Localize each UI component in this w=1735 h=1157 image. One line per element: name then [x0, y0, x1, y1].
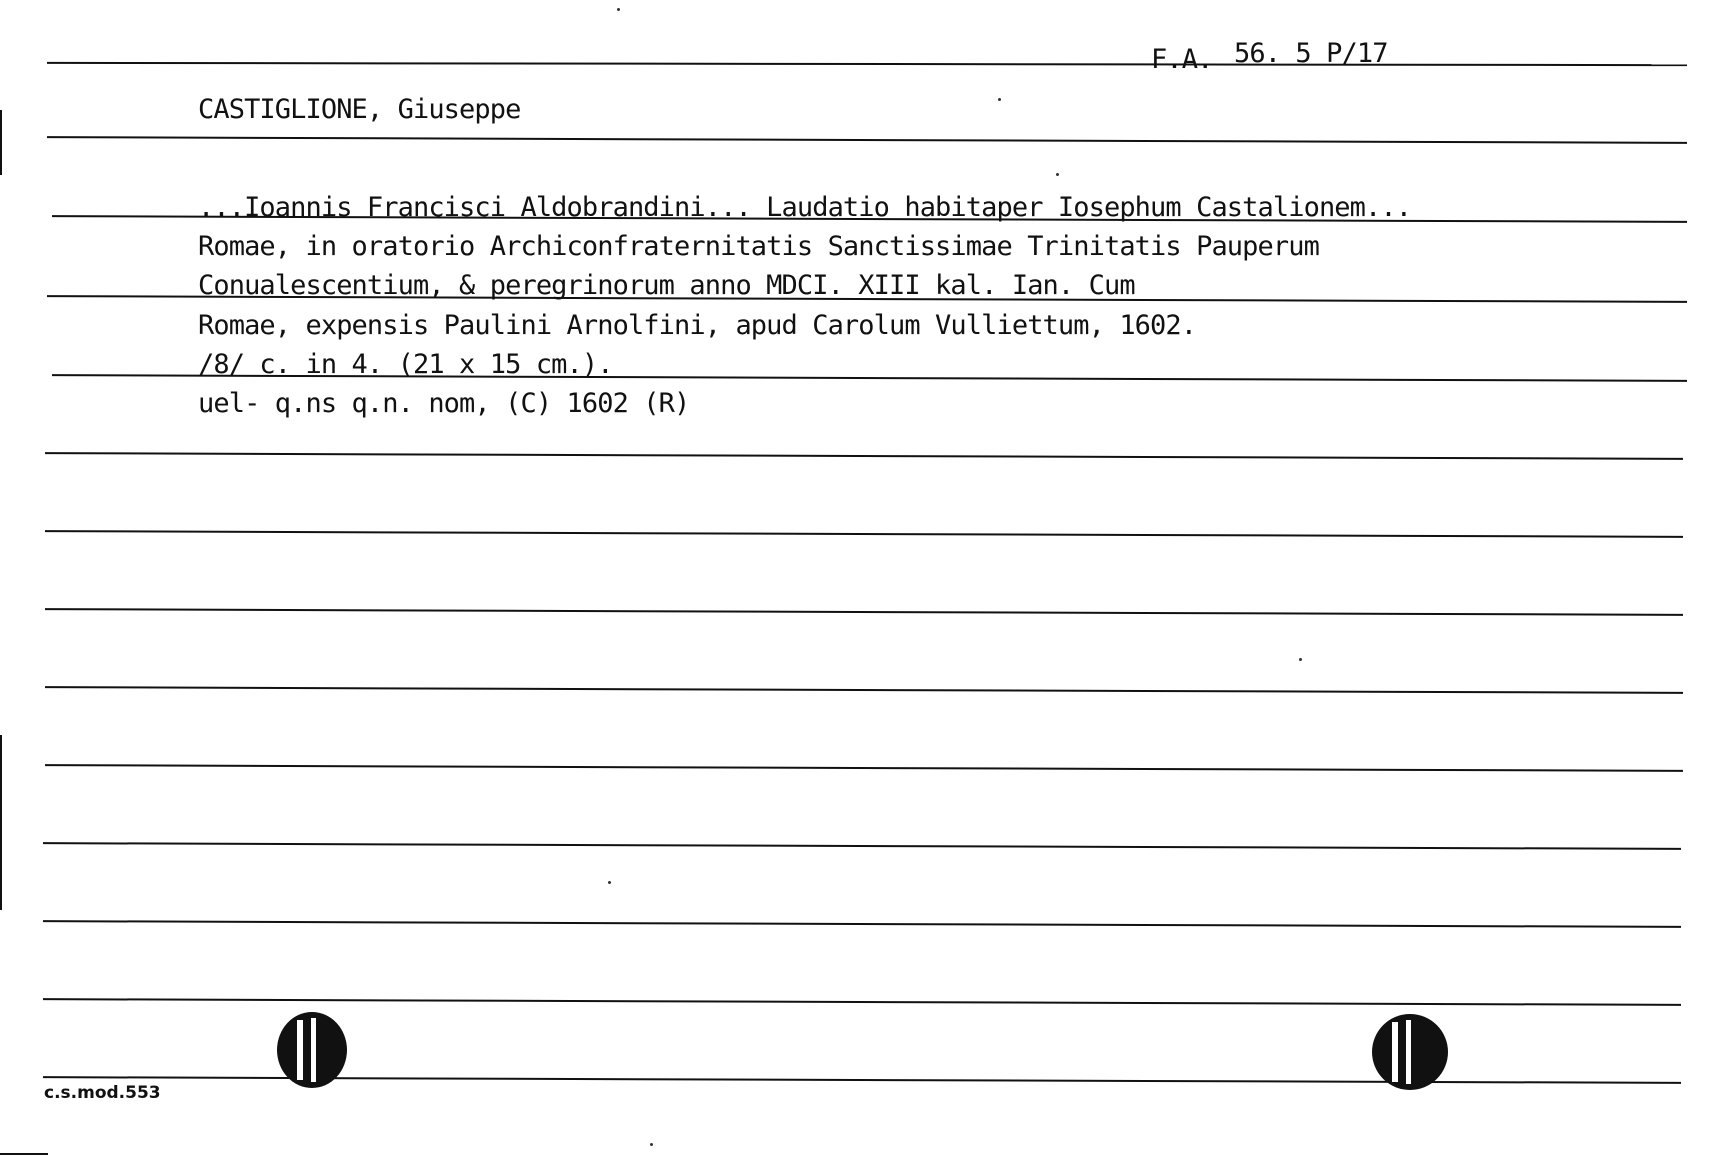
publisher-line: Romae, expensis Paulini Arnolfini, apud Carolum Vulliettum, 1602. — [198, 310, 1197, 341]
speck — [998, 98, 1001, 101]
rule-line — [47, 136, 1687, 144]
speck — [608, 881, 611, 884]
collation-line: /8/ c. in 4. (21 x 15 cm.). — [198, 349, 613, 380]
card-edge — [0, 110, 2, 175]
form-code: c.s.mod.553 — [44, 1083, 161, 1103]
punch-hole — [1372, 1014, 1448, 1090]
rule-line — [45, 530, 1683, 538]
imprint-line: Conualescentium, & peregrinorum anno MDCI. XIII kal. Ian. Cum — [198, 270, 1135, 301]
rule-line — [43, 998, 1681, 1006]
rule-line — [0, 1153, 48, 1155]
imprint-line: Romae, in oratorio Archiconfraternitatis Sanctissimae Trinitatis Pauperum — [198, 231, 1319, 262]
fingerprint-line: uel- q.ns q.n. nom, (C) 1602 (R) — [198, 388, 690, 419]
shelfmark: 56. 5 P/17 — [1234, 38, 1388, 69]
rule-line — [43, 842, 1681, 850]
rule-line — [47, 62, 1687, 66]
title-line: ...Ioannis Francisci Aldobrandini... Laudatio habitaper Iosephum Castalionem... — [198, 192, 1412, 223]
card-edge — [0, 735, 2, 910]
speck — [617, 8, 620, 11]
rule-line — [43, 920, 1681, 928]
rule-line — [45, 686, 1683, 694]
punch-hole — [277, 1012, 347, 1088]
speck — [1299, 658, 1302, 661]
rule-line — [45, 608, 1683, 616]
rule-line — [45, 764, 1683, 772]
shelfmark-prefix: F.A. — [1151, 44, 1213, 75]
rule-line — [45, 452, 1683, 460]
speck — [1056, 173, 1059, 176]
author-heading: CASTIGLIONE, Giuseppe — [198, 94, 521, 125]
speck — [650, 1143, 653, 1146]
